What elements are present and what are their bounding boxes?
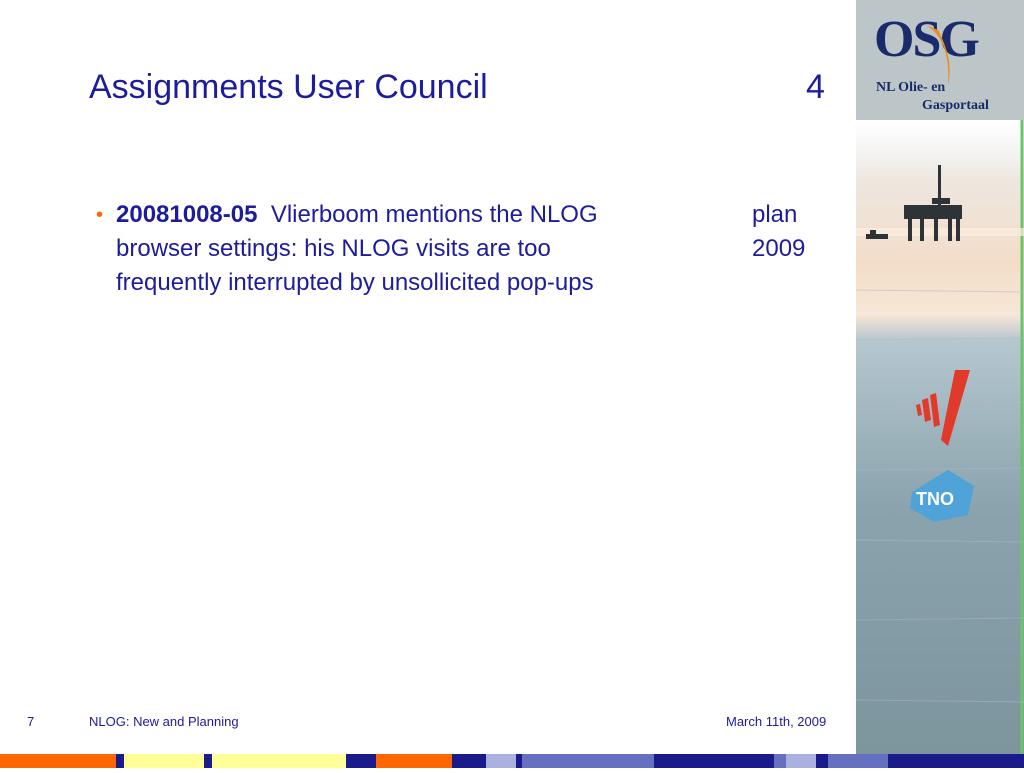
status-column: [752, 198, 805, 266]
status-line-2: 2009: [752, 235, 806, 262]
footer-title: NLOG: New and Planning: [89, 714, 239, 729]
bullet-line-2: browser settings: his NLOG visits are too: [116, 235, 551, 262]
slide-title-number: 4: [806, 68, 825, 106]
footer-page-number: 7: [27, 714, 35, 729]
slide-title: Assignments User Council: [89, 68, 488, 106]
assignment-id: 20081008-05: [116, 201, 258, 228]
osg-line-2: Gasportaal: [922, 98, 989, 113]
status-line-1: plan: [752, 201, 798, 228]
right-image-panel: [856, 0, 1024, 768]
osg-logo: [856, 0, 1024, 120]
bullet-line-3: frequently interrupted by unsollicited pop-ups: [116, 269, 594, 296]
footer-date: March 11th, 2009: [726, 714, 827, 729]
osg-line-1: NL Olie- en: [876, 80, 946, 95]
svg-text:TNO: TNO: [916, 489, 954, 509]
bullet-text: [116, 198, 696, 300]
bullet-line-1: Vlierboom mentions the NLOG: [270, 201, 598, 228]
osg-brand-text: OSG: [874, 11, 978, 68]
bottom-color-bar: [0, 754, 1024, 768]
bullet-icon: •: [96, 204, 104, 226]
